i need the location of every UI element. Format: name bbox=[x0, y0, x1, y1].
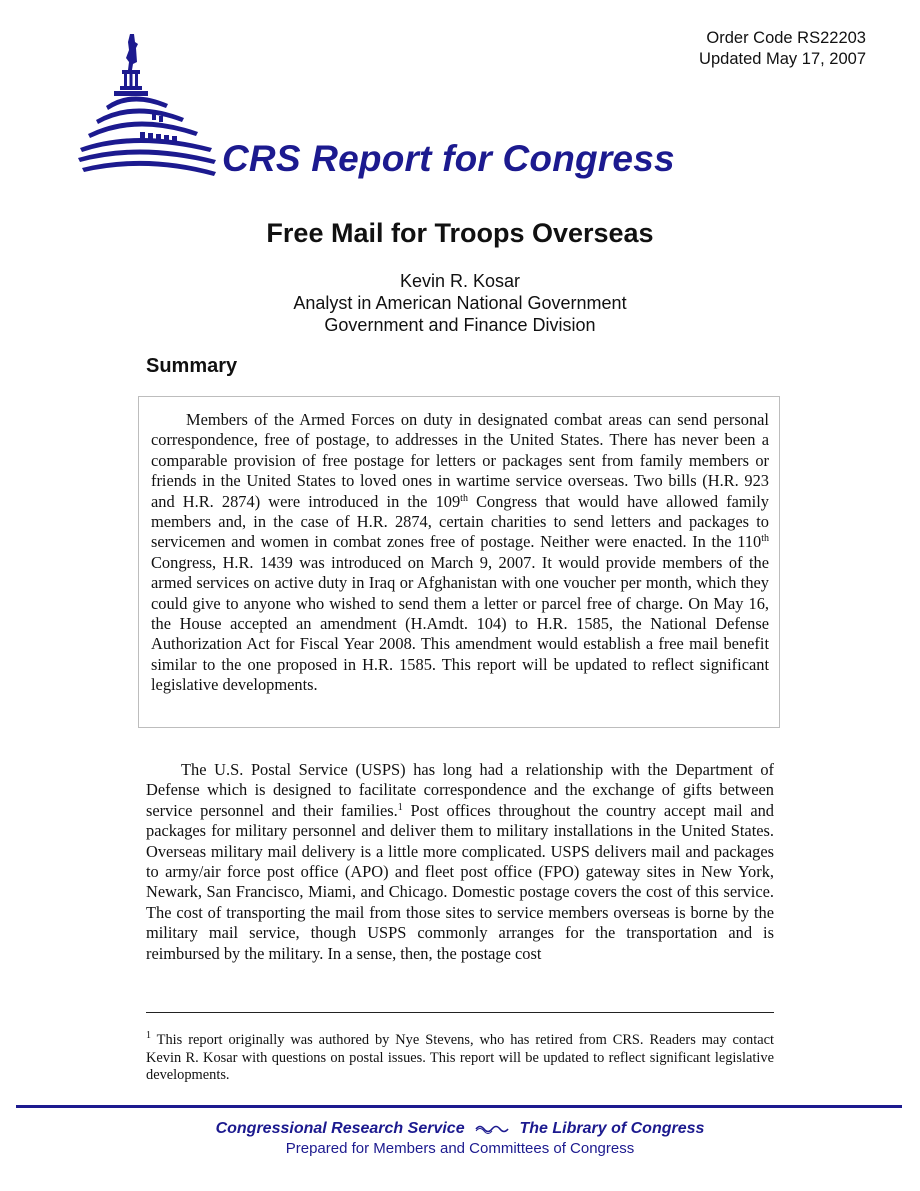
body-text-part: Post offices throughout the country accept mail and packages for military personnel and deliver them to military installations in the United States. Overseas military mail delivery is a little more complicated. USPS delivers mail and packages to army/air force post office (APO) and fleet post office (FPO) gateway sites in New York, Newark, San Francisco, Miami, and Chicago. Domestic postage covers the cost of this service. The cost of transporting the mail from those sites to service members overseas is borne by the military mail service, though USPS commonly arranges for the transportation and is reimbursed by the military. In a sense, then, the postage cost bbox=[146, 800, 774, 963]
footnote-text: This report originally was authored by Nye Stevens, who has retired from CRS. Readers may contact Kevin R. Kosar with questions on postal issues. This report will be updated to reflect significant legislative developments. bbox=[146, 1032, 774, 1084]
footer-prepared-line: Prepared for Members and Committees of Congress bbox=[285, 1140, 635, 1157]
footer-agency-line bbox=[0, 1120, 920, 1138]
summary-text-part: Members of the Armed Forces on duty in designated combat areas can send personal correspondence, free of postage, to addresses in the United States. There has never been a comparable provision of free postage for letters or packages sent from family members or friends in the United States to loved ones in wartime service overseas. Two bills (H.R. 923 and H.R. 2874) were introduced in the 109 bbox=[151, 410, 769, 511]
summary-text-part: Congress that would have allowed family members and, in the case of H.R. 2874, certain charities to send letters and packages to servicemen and women in combat zones free of postage. Neither were enacted. In the 110 bbox=[151, 491, 769, 552]
footnote-reference: 1 bbox=[397, 801, 403, 813]
superscript: th bbox=[761, 533, 769, 545]
summary-heading: Summary bbox=[146, 355, 238, 377]
author-position: Analyst in American National Government bbox=[293, 293, 627, 313]
footer-divider bbox=[16, 1105, 902, 1108]
summary-text bbox=[151, 410, 769, 696]
scroll-ornament-icon bbox=[475, 1123, 509, 1135]
capitol-dome-icon bbox=[76, 28, 226, 188]
order-code: Order Code RS22203 bbox=[706, 29, 866, 47]
footnote bbox=[146, 1032, 774, 1085]
summary-text-part: Congress, H.R. 1439 was introduced on March 9, 2007. It would provide members of the armed services on active duty in Iraq or Afghanistan with one voucher per month, which they could give to anyone who wished to send them a letter or parcel free of charge. On May 16, the House accepted an amendment (H.Amdt. 104) to H.R. 1585, the National Defense Authorization Act for Fiscal Year 2008. This amendment would establish a free mail benefit similar to the one proposed in H.R. 1585. This report will be updated to reflect significant legislative developments. bbox=[151, 552, 769, 695]
body-text-part: The U.S. Postal Service (USPS) has long had a relationship with the Department of Defense which is designed to facilitate correspondence and the exchange of gifts between service personnel and their families. bbox=[146, 760, 774, 820]
footer-loc: The Library of Congress bbox=[519, 1120, 705, 1137]
author-block bbox=[0, 270, 920, 336]
order-code-block bbox=[699, 28, 866, 70]
author-division: Government and Finance Division bbox=[324, 315, 596, 335]
report-title: Free Mail for Troops Overseas bbox=[266, 218, 654, 248]
author-name: Kevin R. Kosar bbox=[399, 271, 521, 291]
crs-report-wordmark: CRS Report for Congress bbox=[222, 138, 675, 179]
footnote-divider bbox=[146, 1012, 774, 1013]
updated-date: Updated May 17, 2007 bbox=[699, 50, 866, 68]
footer-crs: Congressional Research Service bbox=[215, 1120, 465, 1137]
superscript: th bbox=[460, 492, 468, 504]
body-paragraph bbox=[146, 760, 774, 964]
footnote-number: 1 bbox=[146, 1030, 151, 1041]
